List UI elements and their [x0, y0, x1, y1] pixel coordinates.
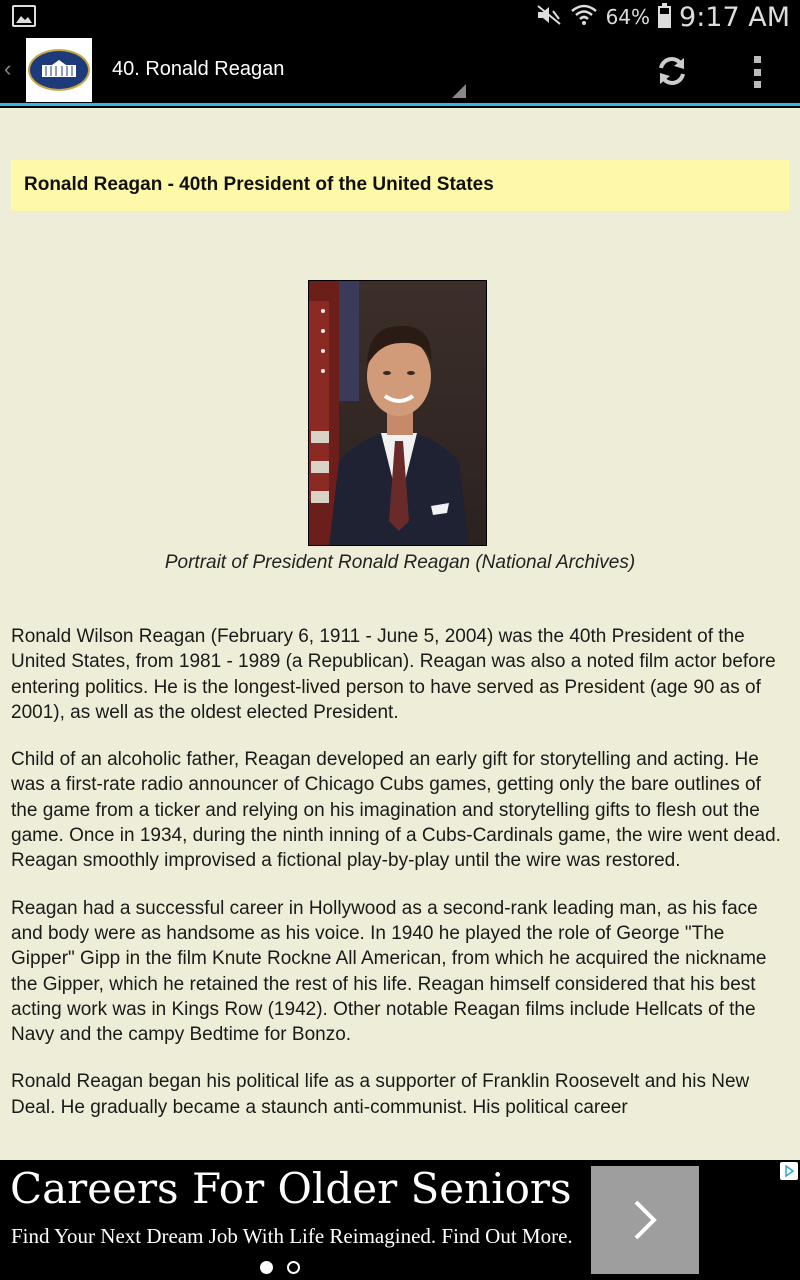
battery-percent: 64% — [605, 5, 651, 29]
back-chevron-icon[interactable]: ‹ — [4, 56, 12, 81]
chevron-right-icon — [630, 1198, 660, 1242]
paragraph: Ronald Wilson Reagan (February 6, 1911 - June 5, 2004) was the 40th President of the United States, from 1981 - 1989 (a Republican). Reagan was also a noted film actor before entering politics. He is the longest-lived person to have served as President (age 90 as of 2001), as well as the oldest elected President. — [11, 626, 776, 723]
page-title[interactable]: 40. Ronald Reagan — [112, 58, 285, 80]
portrait-image — [308, 280, 487, 546]
clock: 9:17 AM — [679, 1, 790, 33]
article-heading-box — [11, 160, 789, 211]
paragraph: Reagan had a successful career in Hollywood as a second-rank leading man, as his face and body were as handsome as his voice. In 1940 he played the role of George "The Gipper" Gipp in the film Knute Rockne All American, from which he acquired the nickname the Gipper, which he retained the rest of his life. Reagan himself considered that his best acting work was in Kings Row (1942). Other notable Reagan films include Hellcats of the Navy and the campy Bedtime for Bonzo. — [11, 897, 767, 1046]
article-body — [11, 624, 791, 1142]
paragraph: Child of an alcoholic father, Reagan developed an early gift for storytelling and acting. He was a first-rate radio announcer of Chicago Cubs games, getting only the bare outlines of the game from a ticker and relying on his imagination and storytelling gifts to flesh out the game. Once in 1934, during the ninth inning of a Cubs-Cardinals game, the wire went dead. Reagan smoothly improvised a fictional play-by-play until the wire was restored. — [11, 749, 781, 872]
ad-banner[interactable] — [0, 1160, 800, 1280]
ad-open-button[interactable] — [591, 1166, 699, 1274]
status-bar — [0, 0, 800, 34]
overflow-menu-icon[interactable] — [740, 52, 774, 92]
image-caption: Portrait of President Ronald Reagan (National Archives) — [164, 552, 636, 573]
gallery-icon — [12, 5, 36, 27]
white-house-logo[interactable] — [26, 38, 92, 102]
article-heading: Ronald Reagan - 40th President of the United States — [24, 174, 494, 195]
article-content[interactable] — [0, 108, 800, 1160]
pager-dot — [260, 1261, 273, 1274]
mute-icon — [536, 4, 562, 31]
paragraph: Ronald Reagan began his political life as a supporter of Franklin Roosevelt and his New Deal. He gradually became a staunch anti-communist. His political career — [11, 1071, 750, 1118]
pager-dot — [287, 1261, 300, 1274]
refresh-button[interactable] — [650, 50, 694, 92]
action-bar — [0, 34, 800, 106]
ad-pager — [260, 1261, 300, 1274]
battery-icon — [658, 6, 671, 28]
ad-headline[interactable]: Careers For Older Seniors — [10, 1164, 572, 1213]
wifi-icon — [570, 3, 598, 32]
refresh-icon — [655, 54, 689, 88]
ad-subtext[interactable]: Find Your Next Dream Job With Life Reimagined. Find Out More. — [11, 1224, 573, 1248]
dropdown-indicator-icon — [452, 84, 466, 98]
ad-choices-icon[interactable] — [780, 1162, 798, 1180]
